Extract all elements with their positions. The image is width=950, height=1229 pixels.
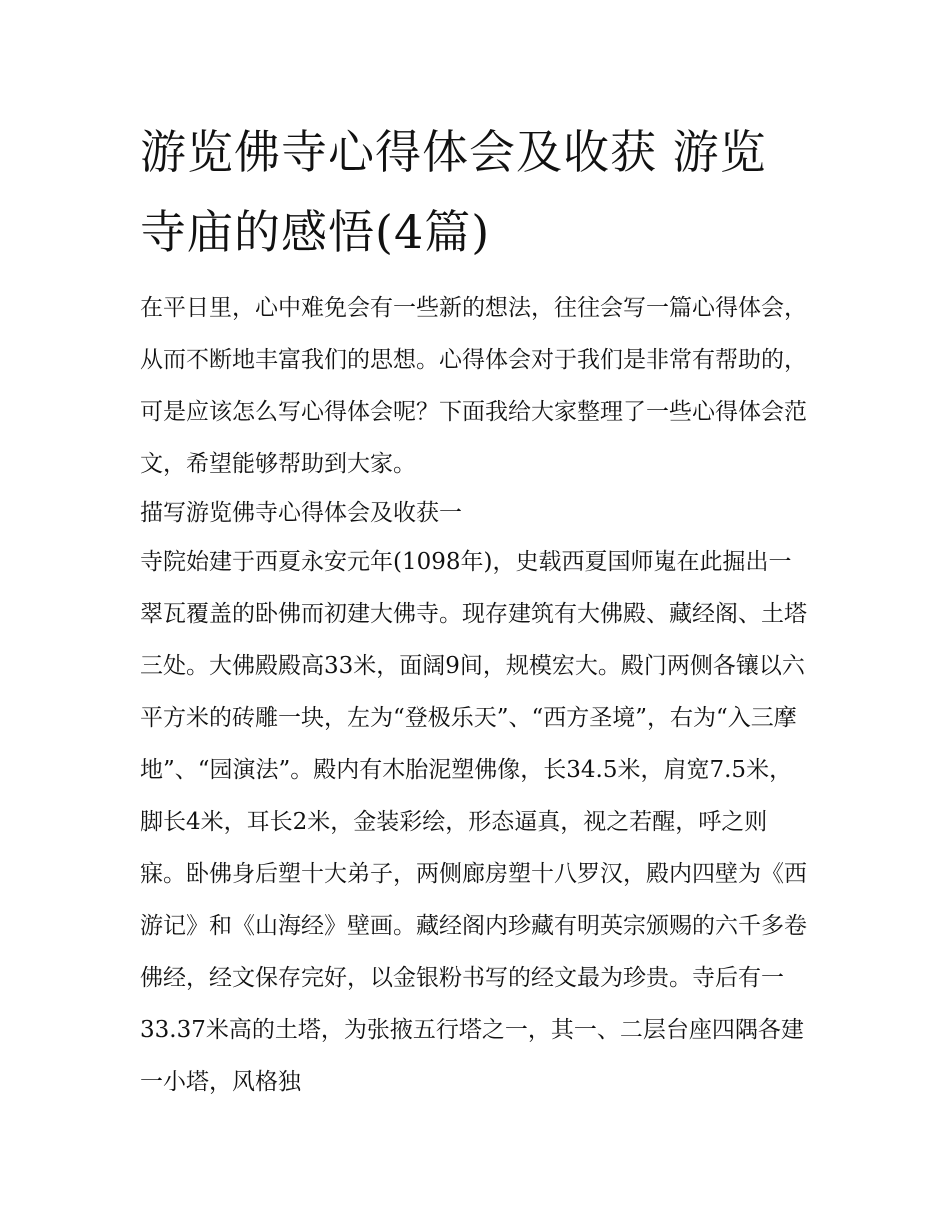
intro-paragraph: 在平日里，心中难免会有一些新的想法，往往会写一篇心得体会，从而不断地丰富我们的思想。心得体会对于我们是非常有帮助的，可是应该怎么写心得体会呢？下面我给大家整理了一些心得体会范文，希望能够帮助到大家。 [140,295,807,477]
body-paragraph: 寺院始建于西夏永安元年(1098年)，史载西夏国师嵬在此掘出一翠瓦覆盖的卧佛而初建大佛寺。现存建筑有大佛殿、藏经阁、土塔三处。大佛殿殿高33米，面阔9间，规模宏大。殿门两侧各镶以六平方米的砖雕一块，左为“登极乐天”、“西方圣境”，右为“入三摩地”、“园演法”。殿内有木胎泥塑佛像，长34.5米，肩宽7.5米，脚长4米，耳长2米，金装彩绘，形态逼真，视之若醒，呼之则寐。卧佛身后塑十大弟子，两侧廊房塑十八罗汉，殿内四壁为《西游记》和《山海经》壁画。藏经阁内珍藏有明英宗颁赐的六千多卷佛经，经文保存完好，以金银粉书写的经文最为珍贵。寺后有一33.37米高的土塔，为张掖五行塔之一，其一、二层台座四隅各建一小塔，风格独 [140,549,807,1095]
section-heading: 描写游览佛寺心得体会及收获一 [140,500,462,526]
document-title: 游览佛寺心得体会及收获 游览寺庙的感悟(4篇) [140,125,767,259]
